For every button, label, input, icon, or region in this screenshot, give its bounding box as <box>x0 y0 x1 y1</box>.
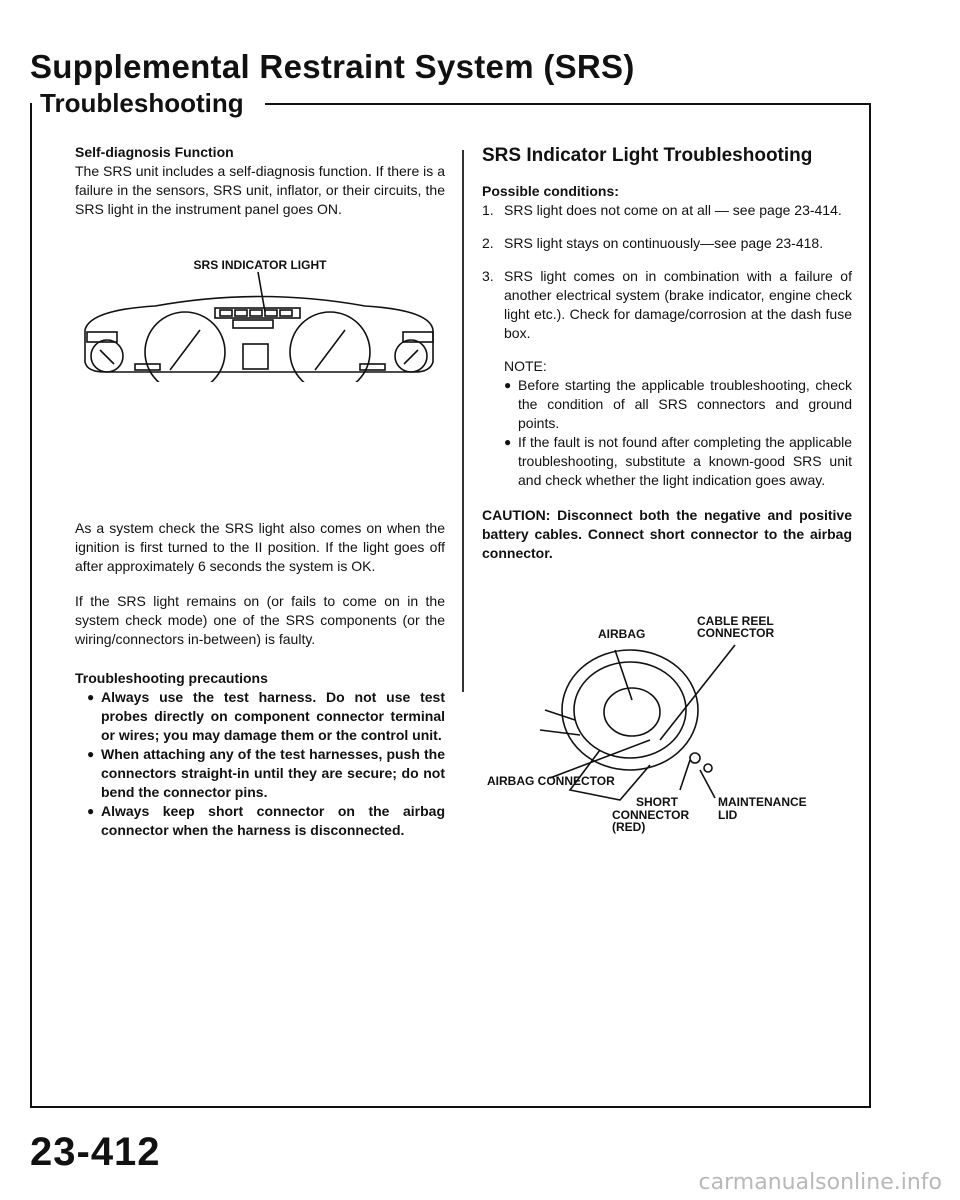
instrument-panel-figure <box>75 272 445 382</box>
faulty-component-text: If the SRS light remains on (or fails to come on in the system check mode) one of the SRS components (or the wiring/connectors in-between) is faulty. <box>75 593 445 647</box>
note-label: NOTE: <box>504 358 547 374</box>
precaution-item: ● Always use the test harness. Do not use test probes directly on component connector terminal or wires; you may damage them or the control unit. <box>87 689 445 743</box>
cable-reel-leader <box>660 645 735 740</box>
figure-caption-srs-indicator: SRS INDICATOR LIGHT <box>193 258 327 272</box>
label-cable-reel: CABLE REEL <box>697 614 774 628</box>
bullet-icon: ● <box>504 378 512 392</box>
note-block <box>504 357 852 490</box>
precautions-section <box>75 669 445 840</box>
bullet-icon: ● <box>87 804 95 818</box>
bullet-icon: ● <box>87 747 95 761</box>
notes-list <box>504 376 852 490</box>
note-item: ● If the fault is not found after completing the applicable troubleshooting, substitute a known-good SRS unit and check whether the light indication goes away. <box>504 434 852 488</box>
maintenance-lid-leader <box>700 770 715 798</box>
short-connector-leader <box>680 760 690 790</box>
airbag-module <box>604 688 660 736</box>
possible-conditions-heading: Possible conditions: <box>482 183 619 199</box>
note-item: ● Before starting the applicable troubleshooting, check the condition of all SRS connectors and ground points. <box>504 377 852 431</box>
system-check-section <box>75 519 445 649</box>
column-divider <box>462 150 464 692</box>
label-maintenance: MAINTENANCE <box>718 795 807 809</box>
precautions-heading: Troubleshooting precautions <box>75 670 268 686</box>
self-diagnosis-text: The SRS unit includes a self-diagnosis function. If there is a failure in the sensors, SRS unit, inflator, or their circuits, the SRS light in the instrument panel goes ON. <box>75 163 445 217</box>
system-check-text: As a system check the SRS light also comes on when the ignition is first turned to the II position. If the light goes off after approximately 6 seconds the system is OK. <box>75 520 445 574</box>
self-diagnosis-heading: Self-diagnosis Function <box>75 144 234 160</box>
precaution-item: ● Always keep short connector on the airbag connector when the harness is disconnected. <box>87 803 445 838</box>
precaution-item: ● When attaching any of the test harnesses, push the connectors straight-in until they are secure; do not bend the connector pins. <box>87 746 445 800</box>
precautions-list <box>87 688 445 840</box>
srs-troubleshooting-heading: SRS Indicator Light Troubleshooting <box>482 145 813 166</box>
srs-troubleshooting-section <box>482 144 852 563</box>
label-airbag-connector: AIRBAG CONNECTOR <box>487 774 615 788</box>
frame-bottom-line <box>30 1106 871 1108</box>
label-cable-reel-connector: CONNECTOR <box>697 626 775 640</box>
frame-top-line <box>265 103 871 105</box>
self-diagnosis-section <box>75 143 445 219</box>
label-short-connector: CONNECTOR <box>612 808 690 822</box>
bullet-icon: ● <box>87 690 95 704</box>
watermark: carmanualsonline.info <box>698 1170 942 1195</box>
airbag-leader <box>615 650 632 700</box>
frame-left-line <box>30 103 32 1108</box>
steering-wheel <box>562 650 698 770</box>
label-airbag: AIRBAG <box>598 627 646 641</box>
airbag-connector-leader <box>550 740 650 778</box>
bullet-icon: ● <box>504 435 512 449</box>
label-short-red: (RED) <box>612 820 646 834</box>
condition-item: 2. SRS light stays on continuously—see page 23-418. <box>482 235 824 251</box>
page-title: Supplemental Restraint System (SRS) <box>30 48 635 85</box>
label-short: SHORT <box>636 795 678 809</box>
conditions-list <box>482 201 852 343</box>
page-number: 23-412 <box>30 1130 161 1174</box>
condition-item: 1. SRS light does not come on at all — see page 23-414. <box>482 202 842 218</box>
indicator-leader-line <box>258 272 265 312</box>
frame-right-line <box>869 103 871 1108</box>
label-maintenance-lid: LID <box>718 808 738 822</box>
section-subtitle: Troubleshooting <box>40 88 244 118</box>
caution-text: CAUTION: Disconnect both the negative and positive battery cables. Connect short connector to the airbag connector. <box>482 507 852 561</box>
condition-item: 3. SRS light comes on in combination with a failure of another electrical system (brake indicator, engine check light etc.). Check for damage/corrosion at the dash fuse box. <box>482 268 852 341</box>
